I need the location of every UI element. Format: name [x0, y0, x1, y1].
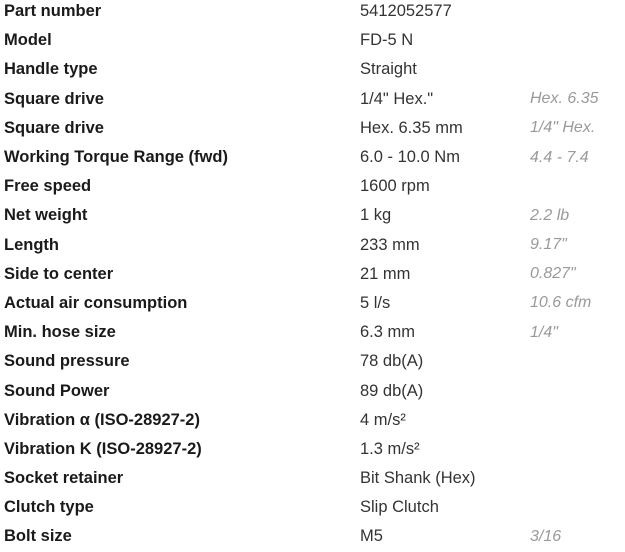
- spec-value: 1/4" Hex.": [360, 89, 434, 108]
- spec-label: Min. hose size: [4, 323, 116, 342]
- spec-row-length: [0, 231, 625, 260]
- spec-label: Sound Power: [4, 381, 110, 400]
- spec-row-bolt-size: [0, 522, 625, 551]
- spec-alt-value: [530, 435, 625, 464]
- spec-label: Sound pressure: [4, 352, 130, 371]
- spec-label: Square drive: [4, 118, 104, 137]
- spec-alt-value: [530, 406, 625, 435]
- spec-value: Slip Clutch: [360, 498, 439, 517]
- spec-label: Socket retainer: [4, 469, 124, 488]
- spec-row-part-number: [0, 0, 625, 26]
- spec-label: Vibration K (ISO-28927-2): [4, 439, 202, 458]
- spec-value: 4 m/s²: [360, 410, 406, 429]
- spec-value: Straight: [360, 60, 417, 79]
- spec-value: 1.3 m/s²: [360, 439, 420, 458]
- spec-alt-value: 9.17": [530, 236, 567, 254]
- spec-row-working-torque-range: [0, 143, 625, 172]
- spec-label: Length: [4, 235, 59, 254]
- spec-value: M5: [360, 527, 383, 546]
- spec-value: 5412052577: [360, 2, 452, 21]
- spec-label: Actual air consumption: [4, 293, 188, 312]
- spec-label: Square drive: [4, 89, 104, 108]
- spec-label: Handle type: [4, 60, 98, 79]
- spec-value: 1600 rpm: [360, 177, 430, 196]
- spec-value: 5 l/s: [360, 293, 391, 312]
- spec-alt-value: [530, 172, 625, 201]
- spec-value: FD-5 N: [360, 31, 414, 50]
- spec-row-side-to-center: [0, 260, 625, 289]
- spec-row-actual-air-consumption: [0, 289, 625, 318]
- spec-row-vibration-alpha: [0, 406, 625, 435]
- spec-row-clutch-type: [0, 493, 625, 522]
- spec-label: Vibration α (ISO-28927-2): [4, 410, 200, 429]
- spec-alt-value: [530, 26, 625, 55]
- spec-alt-value: 2.2 lb: [530, 206, 570, 224]
- spec-row-min-hose-size: [0, 318, 625, 347]
- spec-alt-value: 1/4": [530, 323, 558, 341]
- spec-alt-value: Hex. 6.35: [530, 90, 599, 108]
- spec-alt-value: 10.6 cfm: [530, 294, 592, 312]
- spec-value: 78 db(A): [360, 352, 424, 371]
- spec-label: Free speed: [4, 177, 92, 196]
- spec-row-socket-retainer: [0, 464, 625, 493]
- spec-alt-value: [530, 55, 625, 84]
- spec-label: Net weight: [4, 206, 88, 225]
- spec-row-vibration-k: [0, 435, 625, 464]
- spec-row-sound-power: [0, 376, 625, 405]
- spec-value: 21 mm: [360, 264, 411, 283]
- spec-value: Hex. 6.35 mm: [360, 118, 463, 137]
- spec-value: 1 kg: [360, 206, 392, 225]
- spec-row-square-drive-imperial: [0, 85, 625, 114]
- spec-value: Bit Shank (Hex): [360, 469, 476, 488]
- spec-label: Bolt size: [4, 527, 72, 546]
- spec-alt-value: 1/4" Hex.: [530, 119, 596, 137]
- spec-alt-value: [530, 347, 625, 376]
- spec-alt-value: [530, 376, 625, 405]
- spec-value: 89 db(A): [360, 381, 424, 400]
- spec-label: Working Torque Range (fwd): [4, 148, 228, 167]
- spec-row-square-drive-metric: [0, 114, 625, 143]
- spec-label: Model: [4, 31, 52, 50]
- spec-label: Clutch type: [4, 498, 94, 517]
- spec-alt-value: 3/16: [530, 527, 562, 545]
- spec-row-net-weight: [0, 201, 625, 230]
- spec-value: 233 mm: [360, 235, 420, 254]
- spec-label: Side to center: [4, 264, 114, 283]
- spec-label: Part number: [4, 2, 102, 21]
- spec-row-sound-pressure: [0, 347, 625, 376]
- spec-alt-value: 0.827": [530, 265, 576, 283]
- spec-alt-value: [530, 0, 625, 26]
- spec-row-handle-type: [0, 55, 625, 84]
- spec-alt-value: [530, 464, 625, 493]
- spec-alt-value: [530, 493, 625, 522]
- spec-row-model: [0, 26, 625, 55]
- spec-value: 6.0 - 10.0 Nm: [360, 148, 460, 167]
- spec-value: 6.3 mm: [360, 323, 416, 342]
- spec-alt-value: 4.4 - 7.4: [530, 148, 589, 166]
- spec-row-free-speed: [0, 172, 625, 201]
